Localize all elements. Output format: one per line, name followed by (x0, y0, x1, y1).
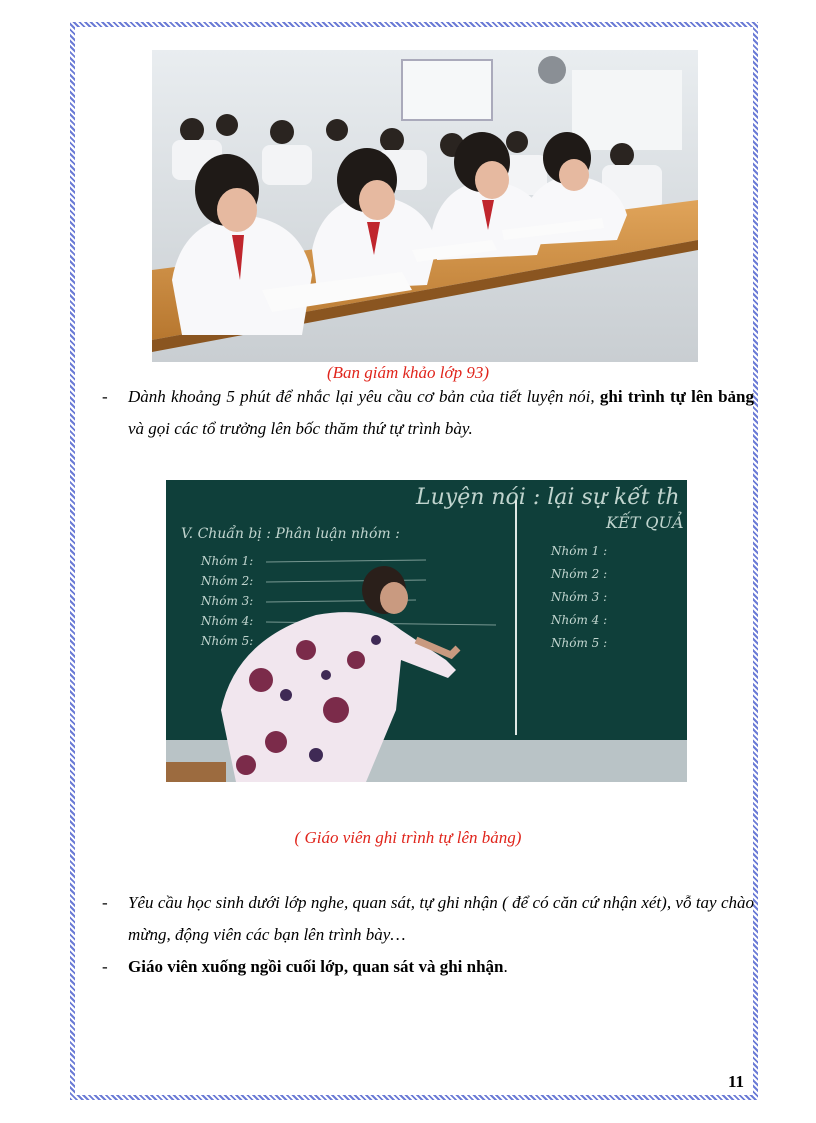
para1-bold: ghi trình tự lên bảng (599, 387, 754, 406)
bullet-dash: - (102, 387, 108, 406)
para3-tail: . (503, 957, 508, 976)
board-group-2: Nhóm 2: (201, 574, 254, 588)
board-left-header: V. Chuẩn bị : Phân luận nhóm : (181, 526, 400, 542)
board-group-1: Nhóm 1: (201, 554, 254, 568)
board-group-4: Nhóm 4: (201, 614, 254, 628)
board-group-3: Nhóm 3: (201, 594, 254, 608)
para1-text-a: Dành khoảng 5 phút để nhắc lại yêu cầu cơ bản của tiết luyện nói, (128, 387, 600, 406)
board-group-5: Nhóm 5: (201, 634, 254, 648)
svg-text:Nhóm 1 :: Nhóm 1 : (551, 544, 608, 558)
svg-text:Nhóm 3 :: Nhóm 3 : (551, 590, 608, 604)
svg-text:Nhóm 2 :: Nhóm 2 : (551, 567, 608, 581)
bullet-dash: - (102, 893, 108, 912)
board-title: Luyện nói : lại sự kết th (416, 485, 680, 510)
blackboard-photo (166, 480, 687, 782)
para3-bold: Giáo viên xuống ngồi cuối lớp, quan sát và ghi nhận (128, 957, 504, 976)
bullet-dash: - (102, 957, 108, 976)
photo-caption-2: ( Giáo viên ghi trình tự lên bảng) (294, 828, 522, 847)
page-number: 11 (727, 1072, 744, 1091)
svg-text:Nhóm 4 :: Nhóm 4 : (551, 613, 608, 627)
para1-text-b: và gọi các tổ trưởng lên bốc thăm thứ tự trình bày. (128, 419, 473, 438)
photo-caption-1: (Ban giám khảo lớp 93) (326, 363, 490, 382)
para2-text: Yêu cầu học sinh dưới lớp nghe, quan sát, tự ghi nhận ( để có căn cứ nhận xét), vỗ tay chào mừng, động viên các bạn lên trình bày… (128, 893, 754, 944)
classroom-photo (152, 50, 698, 362)
board-right-header: KẾT QUẢ (606, 513, 684, 532)
svg-text:Nhóm 5 :: Nhóm 5 : (551, 636, 608, 650)
